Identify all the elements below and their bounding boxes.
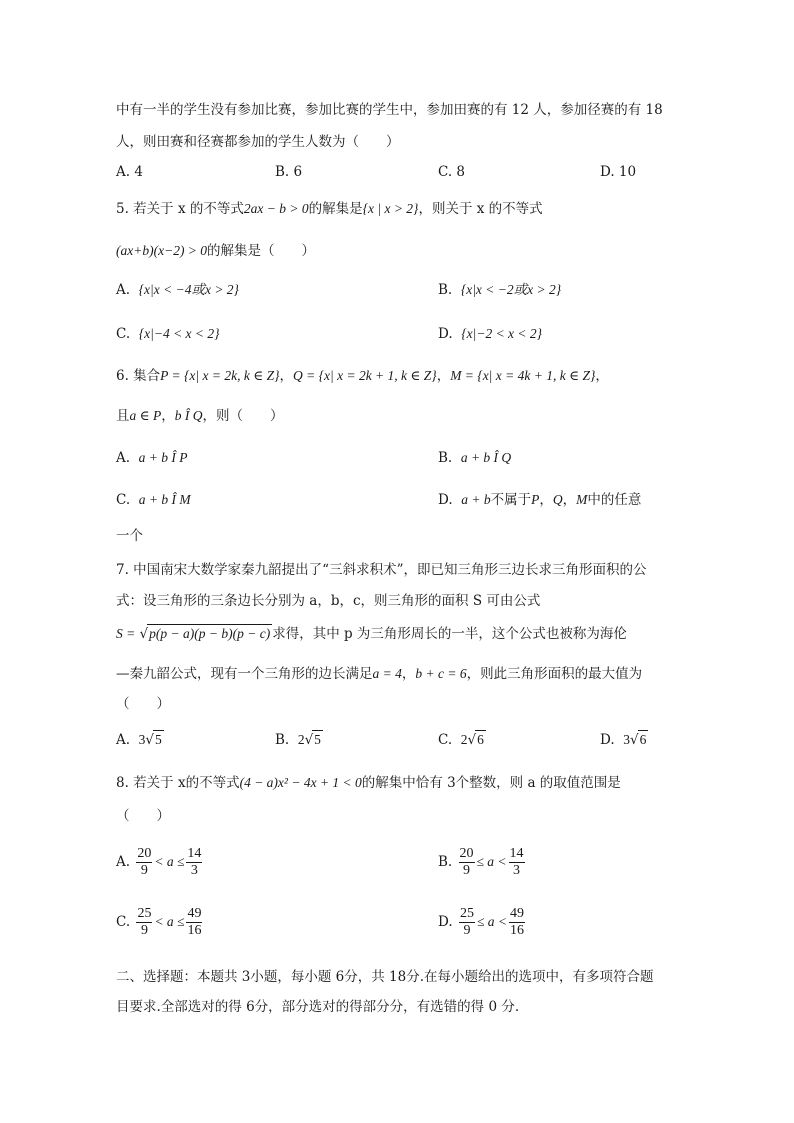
- q6-cond-prefix: 且: [116, 408, 130, 424]
- q7-option-a: A. 3√5: [116, 732, 162, 748]
- q4-option-b: B. 6: [275, 164, 303, 180]
- q7-stem-line4: —秦九韶公式，现有一个三角形的边长满足a = 4，b + c = 6，则此三角形面积的最大值为: [116, 666, 643, 682]
- q5-stem-line1: [116, 199, 543, 219]
- option-label: B.: [275, 732, 290, 748]
- fraction: $\frac{49}{16}$: [509, 906, 524, 938]
- q6-option-d: D. a + b不属于P，Q，M中的任意: [438, 492, 642, 508]
- q7-line4-prefix: —秦九韶公式，现有一个三角形的边长满足: [116, 666, 373, 682]
- q7-line4-suffix: ，则此三角形面积的最大值为: [466, 666, 643, 682]
- section2-heading-line2: 目要求.全部选对的得 6分，部分选对的得部分分，有选错的得 0 分.: [116, 999, 520, 1015]
- option-value: {x|x < −2或x > 2}: [460, 282, 562, 297]
- q6-prefix: 6. 集合: [116, 368, 161, 384]
- q8-option-c: [116, 906, 204, 939]
- option-label: A.: [116, 450, 131, 466]
- option-label: C.: [116, 914, 131, 930]
- q8-inequality: (4 − a)x² − 4x + 1 < 0: [239, 775, 362, 790]
- fraction: $\frac{20}{9}$: [137, 846, 152, 878]
- option-value: {x|−4 < x < 2}: [138, 326, 220, 341]
- q4-stem-line1: 中有一半的学生没有参加比赛，参加比赛的学生中，参加田赛的有 12 人，参加径赛的有 18: [116, 102, 663, 118]
- q8-prefix: 8. 若关于 x的不等式: [116, 775, 240, 791]
- fraction: $\frac{14}{3}$: [509, 846, 524, 878]
- q4-option-a: A. 4: [116, 164, 143, 180]
- q8-ask: （ ）: [116, 808, 170, 824]
- q5-suffix: ，则关于 x 的不等式: [418, 201, 543, 217]
- radicand: 6: [639, 732, 647, 747]
- q5-option-c: [116, 324, 220, 344]
- coef: 2: [297, 732, 305, 747]
- relation: ≤ a <: [476, 914, 507, 929]
- q5-option-a: [116, 280, 239, 300]
- q6-cond-a: a ∈ P: [129, 408, 162, 423]
- option-label: A.: [116, 854, 131, 870]
- q6-option-b: [438, 448, 511, 468]
- fraction: $\frac{14}{3}$: [187, 846, 202, 878]
- q4-stem-line2: 人，则田赛和径赛都参加的学生人数为（ ）: [116, 134, 400, 150]
- coef: 3: [623, 732, 630, 747]
- q4-option-c: C. 8: [438, 164, 466, 180]
- coef: 2: [460, 732, 468, 747]
- radicand: 5: [155, 732, 162, 747]
- q8-option-b: [438, 846, 527, 879]
- q5-stem-line2: [116, 241, 315, 261]
- option-text: 不属于: [490, 492, 532, 508]
- q6-cond-suffix: ，则（ ）: [202, 408, 284, 424]
- option-label: B.: [438, 282, 453, 298]
- q7-line3-text: 求得，其中 p 为三角形周长的一半，这个公式也被称为海伦: [272, 626, 627, 642]
- option-label: A.: [116, 732, 131, 748]
- fraction: $\frac{49}{16}$: [187, 906, 202, 938]
- formula-lhs: S =: [116, 626, 136, 641]
- q6-set-p: P = {x| x = 2k, k ∈ Z}: [160, 368, 280, 383]
- relation: < a ≤: [154, 854, 185, 869]
- option-label: D.: [438, 492, 453, 508]
- q5-solution-set: {x | x > 2}: [362, 201, 419, 216]
- option-label: D.: [600, 732, 615, 748]
- q6-cond-b: b Î Q: [174, 408, 203, 423]
- q7-stem-line1: 7. 中国南宋大数学家秦九韶提出了“三斜求积术”，即已知三角形三边长求三角形面积的公: [116, 562, 647, 578]
- q5-option-d: [438, 324, 542, 344]
- option-label: C.: [438, 732, 453, 748]
- radicand: 6: [477, 732, 484, 747]
- q6-stem-line1: 6. 集合P = {x| x = 2k, k ∈ Z}，Q = {x| x = 2k + 1, k ∈ Z}，M = {x| x = 4k + 1, k ∈ Z}，: [116, 368, 609, 384]
- option-label: D.: [438, 326, 453, 342]
- coef: 3: [138, 732, 146, 747]
- option-label: B.: [438, 854, 453, 870]
- option-value: a + b Î Q: [460, 450, 512, 465]
- q6-set-q: Q = {x| x = 2k + 1, k ∈ Z}: [293, 368, 437, 383]
- q6-set-m: M = {x| x = 4k + 1, k ∈ Z}: [450, 368, 596, 383]
- sqrt-sign: √: [139, 626, 149, 642]
- q5-inequality: 2ax − b > 0: [243, 201, 309, 216]
- option-value: a + b Î M: [138, 492, 191, 507]
- q6-option-a: [116, 448, 188, 468]
- q5-mid: 的解集是: [308, 201, 363, 217]
- q5-inequality-2: (ax+b)(x−2) > 0: [116, 243, 208, 258]
- option-label: C.: [116, 492, 131, 508]
- q6-stem-line2: 且a ∈ P，b Î Q，则（ ）: [116, 408, 284, 424]
- q7-option-c: C. 2√6: [438, 732, 484, 748]
- q8-stem-line1: [116, 773, 621, 793]
- q5-ask: 的解集是（ ）: [207, 243, 316, 259]
- fraction: $\frac{25}{9}$: [459, 906, 474, 938]
- fraction: $\frac{25}{9}$: [137, 906, 152, 938]
- option-label: B.: [438, 450, 453, 466]
- q8-suffix: 的解集中恰有 3个整数，则 a 的取值范围是: [361, 775, 621, 791]
- q7-cond1: a = 4: [372, 666, 402, 681]
- q8-option-a: [116, 846, 204, 879]
- q4-option-d: D. 10: [600, 164, 637, 180]
- q6-option-c: [116, 490, 191, 510]
- option-value: a + b Î P: [138, 450, 188, 465]
- q8-option-d: [438, 906, 527, 939]
- q5-prefix: 5. 若关于 x 的不等式: [116, 201, 244, 217]
- relation: < a ≤: [154, 914, 185, 929]
- option-label: A.: [116, 282, 131, 298]
- q7-option-b: B. 2√5: [275, 732, 321, 748]
- q7-ask: （ ）: [116, 696, 170, 712]
- q7-cond2: b + c = 6: [415, 666, 467, 681]
- option-value: {x|−2 < x < 2}: [461, 326, 543, 341]
- option-value: {x|x < −4或x > 2}: [138, 282, 239, 297]
- option-text: 中的任意: [587, 492, 642, 508]
- q7-option-d: D. 3√6: [600, 732, 647, 748]
- fraction: $\frac{20}{9}$: [459, 846, 474, 878]
- section2-heading-line1: 二、选择题：本题共 3小题，每小题 6分，共 18分.在每小题给出的选项中，有多项符合题: [116, 969, 654, 985]
- q7-stem-line2: 式：设三角形的三条边长分别为 a，b，c，则三角形的面积 S 可由公式: [116, 593, 541, 609]
- formula-radicand: p(p − a)(p − b)(p − c): [149, 626, 271, 641]
- option-label: D.: [438, 914, 453, 930]
- radicand: 5: [314, 732, 321, 747]
- relation: ≤ a <: [476, 854, 507, 869]
- option-label: C.: [116, 326, 131, 342]
- q7-stem-line3: [116, 624, 627, 644]
- option-value: a + b: [461, 492, 491, 507]
- q5-option-b: [438, 280, 561, 300]
- q6-option-d-cont: 一个: [116, 528, 143, 544]
